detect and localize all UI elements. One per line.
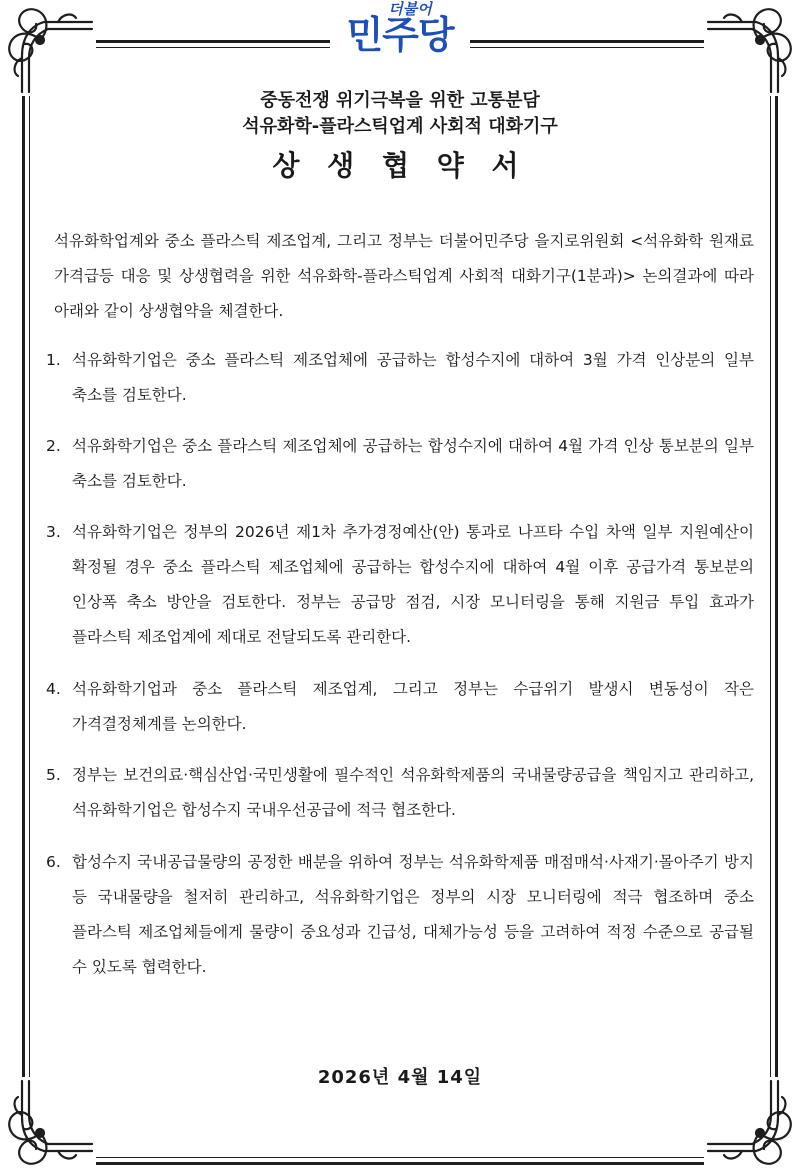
item-text: 석유화학기업은 정부의 2026년 제1차 추가경정예산(안) 통과로 나프타 수입 차액 일부 지원예산이 확정될 경우 중소 플라스틱 제조업체에 공급하는 합성수지에 대하여 4월 이후 공급가격 통보분의 인상폭 축소 방안을 검토한다. 정부는 공급망 점검, 시장 모니터링을 통해 지원금 투입 효과가 플라스틱 제조업계에 제대로 전달되도록 관리한다. (72, 523, 754, 646)
agreement-item (46, 845, 754, 985)
item-number: 3. (46, 523, 61, 541)
item-number: 4. (46, 680, 61, 698)
agreement-item (46, 429, 754, 499)
item-text: 석유화학기업은 중소 플라스틱 제조업체에 공급하는 합성수지에 대하여 4월 가격 인상 통보분의 일부 축소를 검토한다. (72, 437, 754, 490)
corner-ornament-top-left (0, 0, 96, 96)
subtitle-line-1: 중동전쟁 위기극복을 위한 고통분담 (260, 90, 540, 111)
agreement-item (46, 515, 754, 655)
corner-ornament-top-right (704, 0, 800, 96)
agreement-item (46, 343, 754, 413)
party-logo-small: 더불어 (388, 0, 432, 18)
agreement-item (46, 672, 754, 742)
document-title: 상 생 협 약 서 (272, 149, 528, 182)
corner-ornament-bottom-left (0, 1077, 96, 1173)
agreement-date: 2026년 4월 14일 (317, 1067, 483, 1088)
party-logo (330, 0, 470, 58)
item-number: 1. (46, 351, 61, 369)
party-logo-main: 민주당 (346, 13, 454, 57)
agreement-item (46, 758, 754, 828)
item-text: 석유화학기업과 중소 플라스틱 제조업계, 그리고 정부는 수급위기 발생시 변동성이 작은 가격결정체계를 논의한다. (72, 680, 754, 733)
subtitle-line-2: 석유화학-플라스틱업계 사회적 대화기구 (242, 116, 558, 137)
item-number: 6. (46, 853, 61, 871)
intro-paragraph: 석유화학업계와 중소 플라스틱 제조업계, 그리고 정부는 더불어민주당 을지로위원회 <석유화학 원재료 가격급등 대응 및 상생협력을 위한 석유화학-플라스틱업계 사회적 대화기구(1분과)> 논의결과에 따라 아래와 같이 상생협약을 체결한다. (54, 232, 754, 320)
item-text: 정부는 보건의료·핵심산업·국민생활에 필수적인 석유화학제품의 국내물량공급을 책임지고 관리하고, 석유화학기업은 합성수지 국내우선공급에 적극 협조한다. (72, 766, 754, 819)
item-number: 2. (46, 437, 61, 455)
item-number: 5. (46, 766, 61, 784)
corner-ornament-bottom-right (704, 1077, 800, 1173)
item-text: 합성수지 국내공급물량의 공정한 배분을 위하여 정부는 석유화학제품 매점매석·사재기·몰아주기 방지 등 국내물량을 철저히 관리하고, 석유화학기업은 정부의 시장 모니터링에 적극 협조하며 중소 플라스틱 제조업체들에게 물량이 중요성과 긴급성, 대체가능성 등을 고려하여 적정 수준으로 공급될 수 있도록 협력한다. (72, 853, 754, 976)
agreement-list (46, 343, 754, 985)
item-text: 석유화학기업은 중소 플라스틱 제조업체에 공급하는 합성수지에 대하여 3월 가격 인상분의 일부 축소를 검토한다. (72, 351, 754, 404)
